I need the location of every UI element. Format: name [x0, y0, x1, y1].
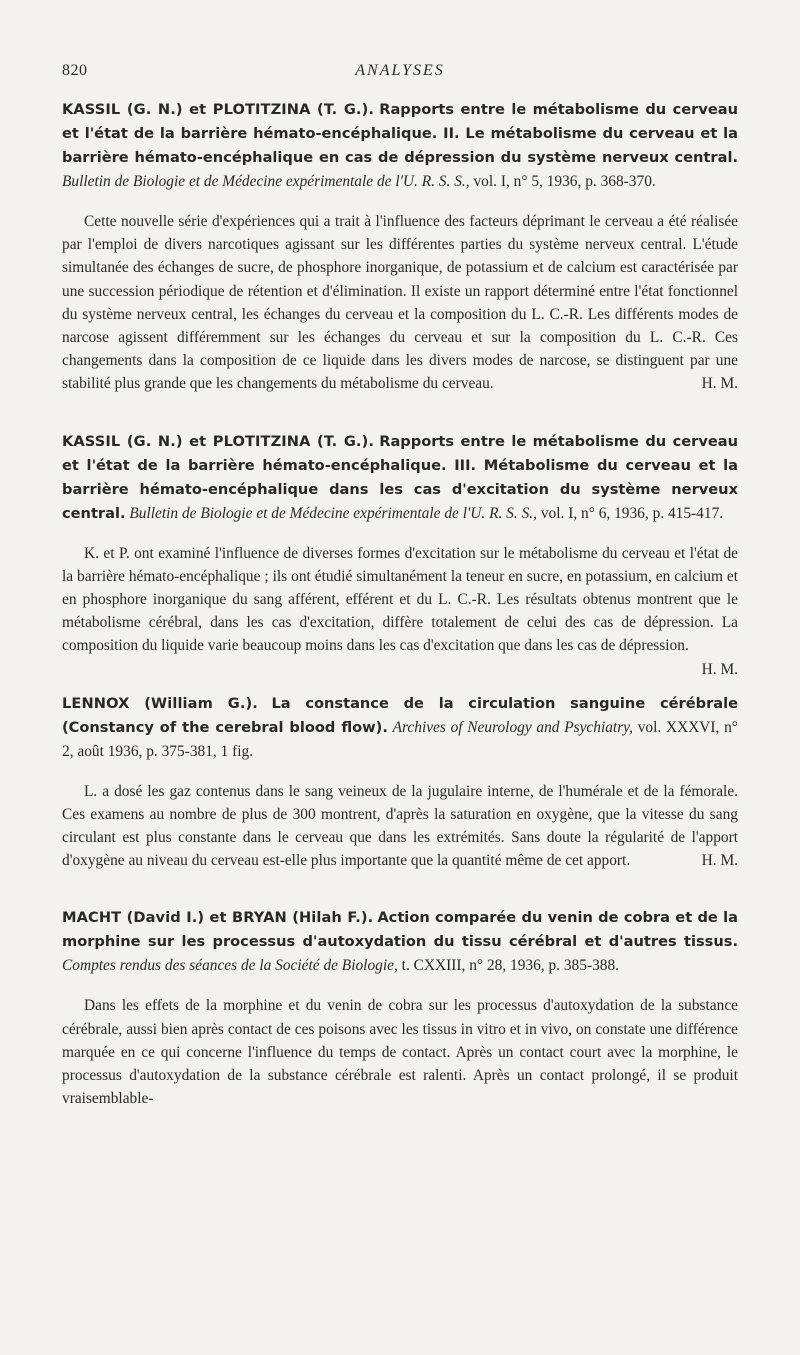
reviewer-initials: H. M.: [701, 375, 738, 393]
reviewer-initials: H. M.: [701, 852, 738, 870]
analysis-entry: [62, 98, 738, 396]
analyses-content: [62, 98, 738, 1110]
journal: Comptes rendus des séances de la Société de Biologie,: [62, 957, 398, 975]
running-title: ANALYSES: [355, 62, 445, 79]
article-title: Action comparée du venin de cobra et de la morphine sur les processus d'autoxydation du tissu cérébral et d'autres tissus.: [62, 909, 738, 951]
reviewer-initials: H. M.: [701, 660, 738, 678]
reference: t. CXXIII, n° 28, 1936, p. 385-388.: [401, 957, 620, 975]
page-number: 820: [62, 62, 88, 79]
article-title: Rapports entre le métabolisme du cerveau et l'état de la barrière hémato-encéphalique. III. Métabolisme du cerveau et la barrière hémato-encéphalique dans les cas d'excitation du système nerveux central.: [62, 432, 738, 522]
citation: [62, 430, 738, 526]
abstract: [62, 994, 738, 1110]
authors: MACHT (David I.) et BRYAN (Hilah F.).: [62, 909, 374, 927]
authors: KASSIL (G. N.) et PLOTITZINA (T. G.).: [62, 432, 374, 450]
analysis-entry: [62, 906, 738, 1110]
analysis-entry: [62, 430, 738, 678]
journal: Bulletin de Biologie et de Médecine expérimentale de l'U. R. S. S.,: [62, 173, 470, 190]
analysis-entry: [62, 692, 738, 873]
citation: [62, 692, 738, 764]
abstract: [62, 210, 738, 396]
article-title: Rapports entre le métabolisme du cerveau et l'état de la barrière hémato-encéphalique. II. Le métabolisme du cerveau et la barrière hémato-encéphalique en cas de dépression du système nerveux central.: [62, 101, 738, 166]
abstract-text: Cette nouvelle série d'expériences qui a trait à l'influence des facteurs déprimant le cerveau a été réalisée par l'emploi de divers narcotiques agissant sur les différentes parties du système nerveux central. L'étude simultanée des échanges de sucre, de phosphore inorganique, de potassium et de calcium est caractérisée par une succession périodique de rétention et d'élimination. Il existe un rapport déterminé entre l'état fonctionnel du système nerveux central, les échanges du cerveau et la composition du L. C.-R. Les différents modes de narcose agissent différemment sur les échanges du cerveau et sur la composition du L. C.-R. Ces changements dans la composition de ce liquide dans les divers modes de narcose, se distinguent par une stabilité plus grande que les changements du métabolisme du cerveau.: [62, 213, 738, 393]
reference: vol. XXXVI, n° 2, août 1936, p. 375-381, 1 fig.: [62, 718, 738, 760]
reference: vol. I, n° 5, 1936, p. 368-370.: [473, 173, 656, 190]
journal: Archives of Neurology and Psychiatry,: [392, 718, 634, 736]
abstract-text: Dans les effets de la morphine et du venin de cobra sur les processus d'autoxydation de la substance cérébrale, aussi bien après contact de ces poisons avec les tissus in vitro et in vivo, on constate une différence marquée en ce qui concerne l'influence du temps de contact. Après un contact court avec la morphine, le processus d'autoxydation de la substance cérébrale est ralenti. Après un contact prolongé, il se produit vraisemblable-: [62, 997, 738, 1108]
article-title: La constance de la circulation sanguine cérébrale (Constancy of the cerebral blood flow).: [62, 694, 739, 736]
citation: [62, 906, 738, 978]
page-header: [62, 62, 738, 86]
citation: [62, 98, 738, 194]
abstract: [62, 542, 738, 678]
abstract-text: L. a dosé les gaz contenus dans le sang veineux de la jugulaire interne, de l'humérale et de la fémorale. Ces examens au nombre de plus de 300 montrent, d'après la saturation en oxygène, que la vitesse du sang circulant est plus constante dans le cerveau que dans les extrémités. Sans doute la régularité de l'apport d'oxygène au niveau du cerveau est-elle plus importante que la quantité même de cet apport.: [62, 782, 738, 870]
abstract: [62, 780, 738, 873]
journal: Bulletin de Biologie et de Médecine expérimentale de l'U. R. S. S.,: [129, 504, 537, 522]
reference: vol. I, n° 6, 1936, p. 415-417.: [540, 504, 724, 522]
abstract-text: K. et P. ont examiné l'influence de diverses formes d'excitation sur le métabolisme du cerveau et l'état de la barrière hémato-encéphalique ; ils ont étudié simultanément la teneur en sucre, en potassium, en calcium et en phosphore inorganique du sang afférent, efférent et du L. C.-R. Les résultats obtenus montrent que le métabolisme cérébral, dans les cas d'excitation, diffère totalement de celui des cas de dépression. La composition du liquide varie beaucoup moins dans les cas d'excitation que dans les cas de dépression.: [62, 544, 738, 655]
authors: LENNOX (William G.).: [62, 694, 258, 712]
authors: KASSIL (G. N.) et PLOTITZINA (T. G.).: [62, 101, 374, 118]
